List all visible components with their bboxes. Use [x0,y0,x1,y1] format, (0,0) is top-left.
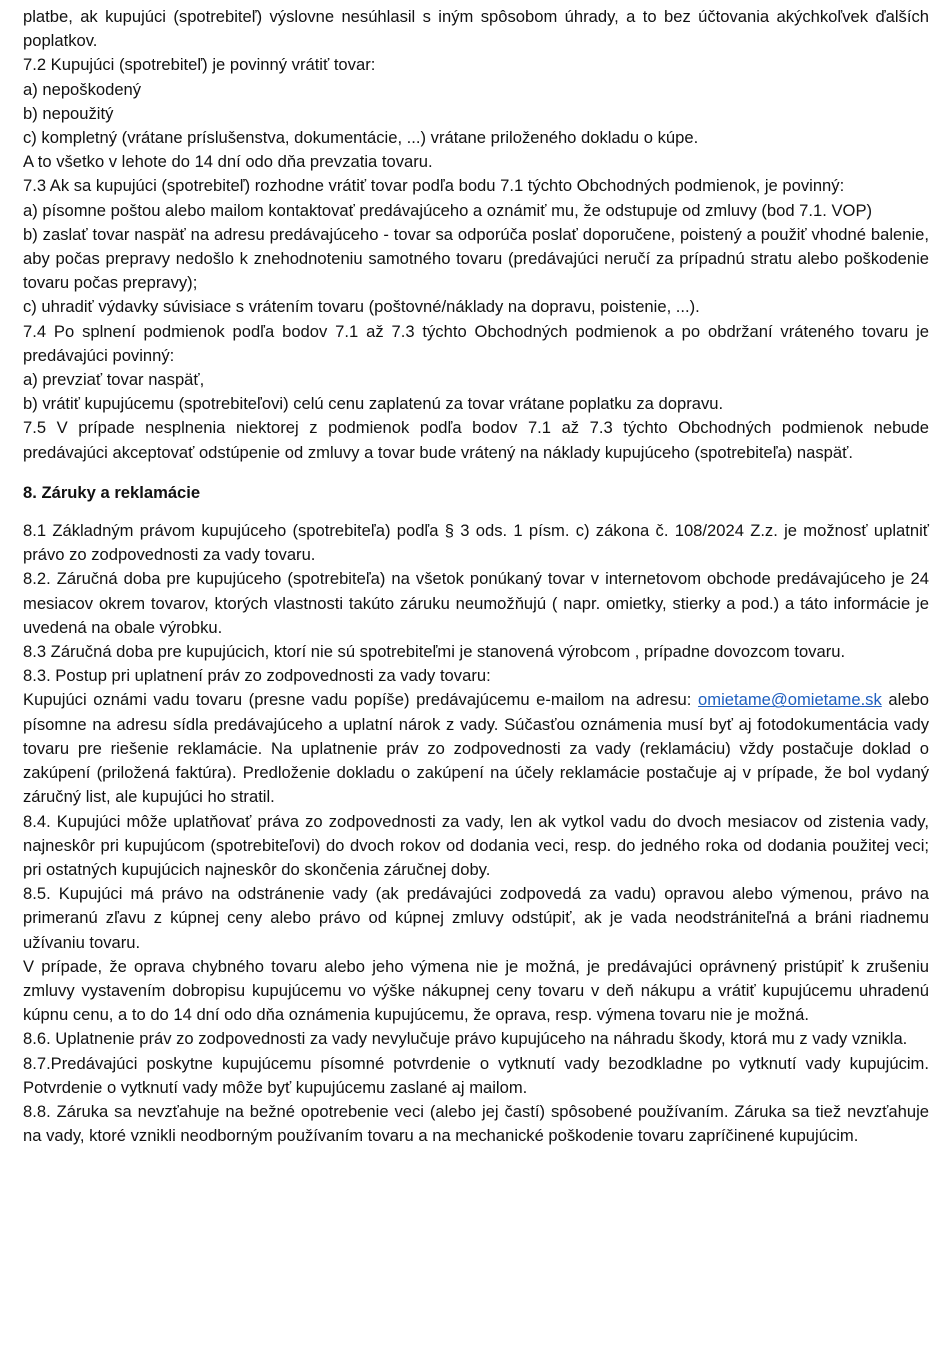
list-item-7-2-b: b) nepoužitý [23,103,114,123]
paragraph-8-5-refund: V prípade, že oprava chybného tovaru alebo jeho výmena nie je možná, je predávajúci oprávnený pristúpiť k zrušeniu zmluvy vystavením dobropisu kupujúcemu vo výške nákupnej ceny tovaru v deň nákupu a vrátiť kupujúcemu uhradenú kúpnu cenu, a to do 14 dní odo dňa oznámenia kupujúcemu, že oprava, resp. výmena tovaru nie je možná. [23,956,929,1025]
paragraph-7-3: 7.3 Ak sa kupujúci (spotrebiteľ) rozhodne vrátiť tovar podľa bodu 7.1 týchto Obchodných podmienok, je povinný: [23,176,845,196]
paragraph-8-5: 8.5. Kupujúci má právo na odstránenie vady (ak predávajúci zodpovedá za vadu) opravou alebo výmenou, právo na primeranú zľavu z kúpnej ceny alebo právo od kúpnej zmluvy odstúpiť, ak je vada neodstrániteľná a bráni riadnemu užívaniu tovaru. [23,884,929,952]
paragraph-8-3-details [23,688,929,809]
list-item-7-2-a: a) nepoškodený [23,79,142,99]
list-item-7-3-a: a) písomne poštou alebo mailom kontaktovať predávajúceho a oznámiť mu, že odstupuje od zmluvy (bod 7.1. VOP) [23,200,873,220]
paragraph-7-2: 7.2 Kupujúci (spotrebiteľ) je povinný vrátiť tovar: [23,55,376,75]
spacer [23,505,929,519]
list-item-7-2-c: c) kompletný (vrátane príslušenstva, dokumentácie, ...) vrátane priloženého dokladu o kúpe. [23,128,699,148]
paragraph-8-3-procedure: 8.3. Postup pri uplatnení práv zo zodpovednosti za vady tovaru: [23,666,491,686]
spacer [23,465,929,481]
paragraph-8-3: 8.3 Záručná doba pre kupujúcich, ktorí nie sú spotrebiteľmi je stanovená výrobcom , prípadne dovozcom tovaru. [23,642,846,662]
paragraph-7-5: 7.5 V prípade nesplnenia niektorej z podmienok podľa bodov 7.1 až 7.3 týchto Obchodných podmienok nebude predávajúci akceptovať odstúpenie od zmluvy a tovar bude vrátený na náklady kupujúceho (spotrebiteľa) naspäť. [23,418,929,462]
paragraph-8-2: 8.2. Záručná doba pre kupujúceho (spotrebiteľa) na všetok ponúkaný tovar v internetovom obchode predávajúceho je 24 mesiacov okrem tovarov, ktorých vlastnosti takúto záruku neumožňujú ( napr. omietky, stierky a pod.) a táto informácie je uvedená na obale výrobku. [23,569,929,637]
paragraph-8-3-details-start: Kupujúci oznámi vadu tovaru (presne vadu popíše) predávajúcemu e-mailom na adresu: [23,690,692,710]
paragraph-8-3-details-end: alebo písomne na adresu sídla predávajúceho a uplatní nárok z vady. Súčasťou oznámenia musí byť aj fotodokumentácia vady tovaru pre riešenie reklamácie. Na uplatnenie práv zo zodpovednosti za vady (reklamáciu) vždy postačuje doklad o zakúpení (priložená faktúra). Predloženie dokladu o zakúpení na účely reklamácie postačuje aj v prípade, že bol vydaný záručný list, ale kupujúci ho stratil. [23,690,929,807]
list-item-7-4-a: a) prevziať tovar naspäť, [23,370,205,390]
list-item-7-4-b: b) vrátiť kupujúcemu (spotrebiteľovi) celú cenu zaplatenú za tovar vrátane poplatku za dopravu. [23,394,724,414]
paragraph-7-4: 7.4 Po splnení podmienok podľa bodov 7.1 až 7.3 týchto Obchodných podmienok a po obdržaní vráteného tovaru je predávajúci povinný: [23,321,929,365]
section-8-heading: 8. Záruky a reklamácie [23,482,201,502]
list-item-7-3-c: c) uhradiť výdavky súvisiace s vrátením tovaru (poštovné/náklady na dopravu, poistenie, ...). [23,297,700,317]
paragraph-8-7: 8.7.Predávajúci poskytne kupujúcemu písomné potvrdenie o vytknutí vady bezodkladne po vytknutí vady kupujúcim. Potvrdenie o vytknutí vady môže byť kupujúcemu zaslané aj mailom. [23,1053,929,1097]
email-link[interactable]: omietame@omietame.sk [698,690,882,710]
paragraph-8-1: 8.1 Základným právom kupujúceho (spotrebiteľa) podľa § 3 ods. 1 písm. c) zákona č. 108/2024 Z.z. je možnosť uplatniť právo zo zodpovednosti za vady tovaru. [23,521,929,565]
paragraph-8-8: 8.8. Záruka sa nevzťahuje na bežné opotrebenie veci (alebo jej častí) spôsobené používaním. Záruka sa tiež nevzťahuje na vady, ktoré vznikli neodborným používaním tovaru a na mechanické poškodenie tovaru zapríčinené kupujúcim. [23,1101,929,1146]
paragraph-7-2-deadline: A to všetko v lehote do 14 dní odo dňa prevzatia tovaru. [23,152,433,172]
list-item-7-3-b: b) zaslať tovar naspäť na adresu predávajúceho - tovar sa odporúča poslať doporučene, poistený a použiť vhodné balenie, aby počas prepravy nedošlo k znehodnoteniu samotného tovaru (predávajúci neručí za prípadnú stratu alebo poškodenie tovaru počas prepravy); [23,224,929,293]
paragraph-8-6: 8.6. Uplatnenie práv zo zodpovednosti za vady nevylučuje právo kupujúceho na náhradu škody, ktorá mu z vady vznikla. [23,1029,908,1049]
paragraph-7-1-continued: platbe, ak kupujúci (spotrebiteľ) výslovne nesúhlasil s iným spôsobom úhrady, a to bez účtovania akýchkoľvek ďalších poplatkov. [23,7,929,51]
paragraph-8-4: 8.4. Kupujúci môže uplatňovať práva zo zodpovednosti za vady, len ak vytkol vadu do dvoch mesiacov od zistenia vady, najneskôr pri kupujúcom (spotrebiteľovi) do dvoch rokov od dodania veci, resp. do jedného roka od dodania použitej veci; pri ostatných kupujúcich najneskôr do skončenia záručnej doby. [23,811,929,879]
